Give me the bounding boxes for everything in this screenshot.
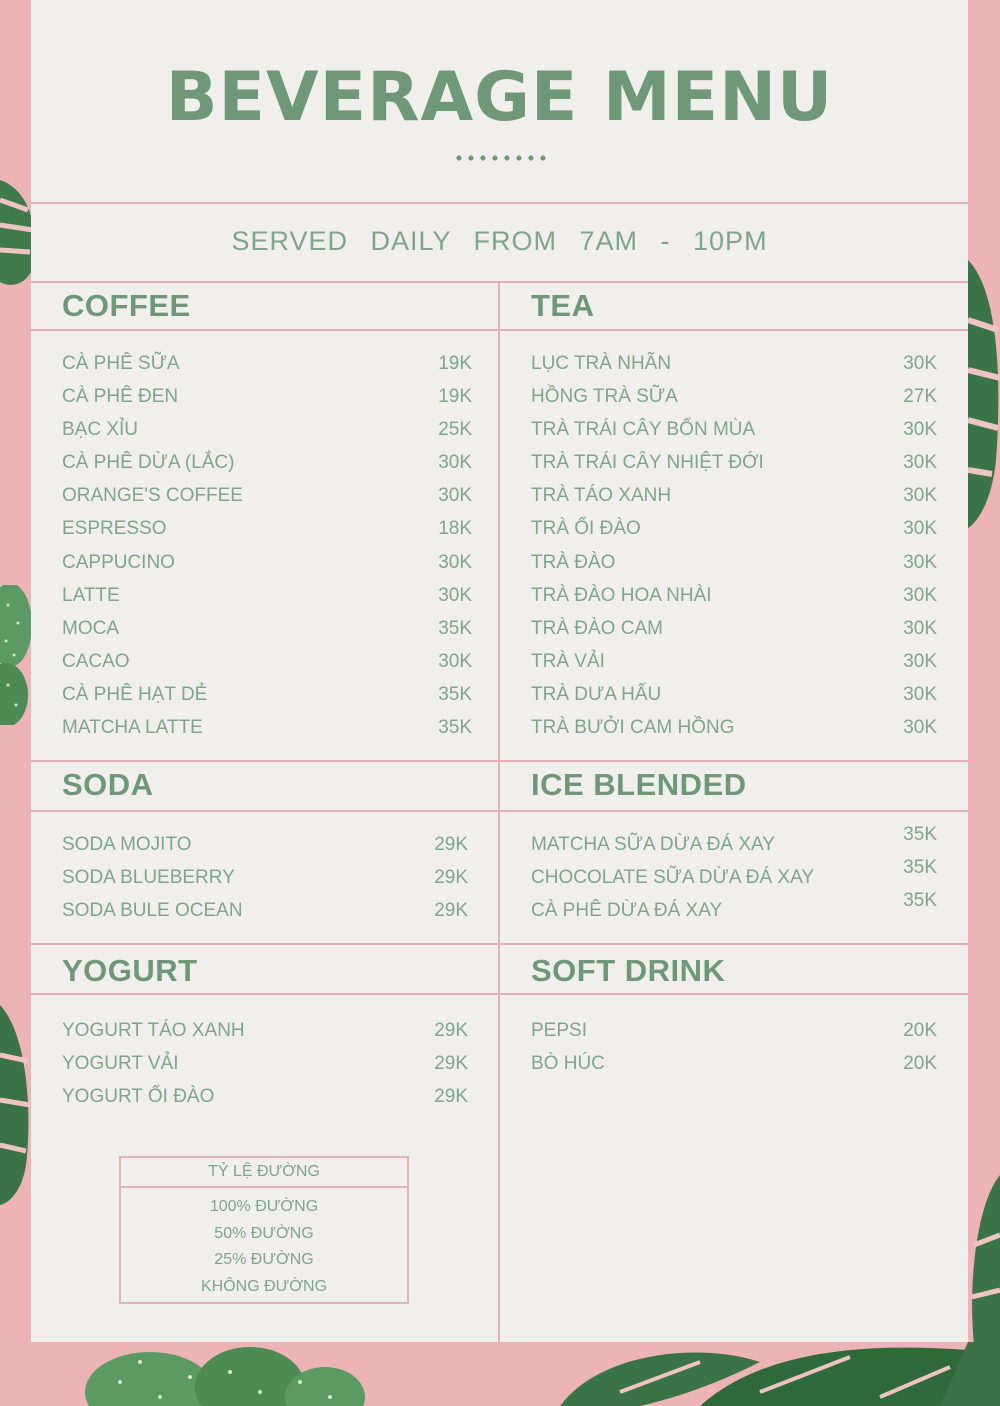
monstera-leaf-right-upper-icon	[968, 260, 1000, 530]
sugar-level-options	[121, 1194, 407, 1300]
item-price: 30K	[903, 617, 937, 639]
menu-item	[531, 645, 937, 678]
item-price: 30K	[903, 419, 937, 441]
item-name: LỤC TRÀ NHÃN	[531, 353, 672, 374]
soda-list	[62, 828, 468, 927]
item-name: YOGURT VẢI	[62, 1053, 179, 1075]
menu-item	[62, 1047, 468, 1080]
item-name: TRÀ BƯỞI CAM HỒNG	[531, 717, 735, 739]
menu-item	[62, 1014, 468, 1047]
menu-item	[62, 413, 472, 446]
sugar-option: 25% ĐƯỜNG	[214, 1251, 314, 1268]
menu-item	[62, 1080, 468, 1113]
item-name: TRÀ ĐÀO HOA NHÀI	[531, 584, 712, 606]
menu-item	[62, 479, 472, 512]
section-title-soda: SODA	[62, 767, 154, 802]
item-name: TRÀ TRÁI CÂY BỐN MÙA	[531, 419, 756, 441]
sugar-level-title: TỶ LỆ ĐƯỜNG	[121, 1158, 407, 1188]
item-price: 25K	[438, 419, 472, 441]
section-title-tea: TEA	[531, 288, 595, 323]
coffee-list	[62, 347, 472, 744]
menu-item	[62, 861, 468, 894]
item-name: PEPSI	[531, 1020, 587, 1041]
menu-item	[531, 711, 937, 744]
item-price: 29K	[434, 1020, 468, 1041]
item-name: ESPRESSO	[62, 518, 167, 540]
sugar-option: KHÔNG ĐƯỜNG	[200, 1277, 328, 1295]
item-name: CHOCOLATE SỮA DỪA ĐÁ XAY	[531, 867, 815, 889]
menu-item	[531, 894, 851, 927]
item-price: 35K	[903, 890, 937, 912]
menu-item	[531, 546, 937, 579]
soft-drink-list	[531, 1014, 937, 1080]
item-name: SODA BLUEBERRY	[62, 867, 235, 889]
item-name: TRÀ ĐÀO	[531, 551, 616, 573]
sugar-level-box	[119, 1156, 409, 1304]
item-name: MATCHA SỮA DỪA ĐÁ XAY	[531, 834, 775, 855]
item-name: CACAO	[62, 650, 130, 672]
item-price: 29K	[434, 867, 468, 889]
item-price: 35K	[438, 683, 472, 705]
menu-item	[531, 678, 937, 711]
sugar-option: 100% ĐƯỜNG	[209, 1198, 319, 1215]
item-price: 29K	[434, 834, 468, 855]
item-name: TRÀ ĐÀO CAM	[531, 617, 663, 639]
item-price: 29K	[434, 1086, 468, 1108]
menu-item	[62, 446, 472, 479]
item-name: CÀ PHÊ HẠT DẺ	[62, 683, 208, 705]
menu-item	[531, 446, 937, 479]
cactus-left-icon	[0, 585, 31, 725]
menu-item	[62, 347, 472, 380]
item-name: MOCA	[62, 617, 119, 639]
section-title-ice-blended: ICE BLENDED	[531, 767, 747, 802]
ice-blended-names	[531, 828, 851, 927]
item-name: HỒNG TRÀ SỮA	[531, 386, 678, 408]
item-price: 27K	[903, 386, 937, 408]
item-price: 30K	[438, 584, 472, 606]
menu-item	[62, 894, 468, 927]
item-price: 30K	[903, 683, 937, 705]
item-price: 30K	[903, 452, 937, 474]
item-price: 20K	[903, 1053, 937, 1075]
serving-hours: SERVED DAILY FROM 7AM - 10PM	[231, 226, 768, 256]
item-price: 29K	[434, 900, 468, 922]
monstera-leaf-left-lower-icon	[0, 1005, 31, 1205]
item-name: CÀ PHÊ SỮA	[62, 353, 180, 374]
menu-item	[62, 678, 472, 711]
tea-list	[531, 347, 937, 744]
menu-item	[531, 612, 937, 645]
yogurt-list	[62, 1014, 468, 1113]
leaves-bottom-icon	[0, 1342, 1000, 1406]
item-price: 35K	[438, 617, 472, 639]
item-name: TRÀ TÁO XANH	[531, 485, 672, 507]
item-price: 30K	[903, 551, 937, 573]
item-name: CÀ PHÊ ĐEN	[62, 386, 179, 408]
menu-item	[531, 1014, 937, 1047]
item-price: 30K	[438, 452, 472, 474]
item-name: YOGURT ỔI ĐÀO	[62, 1086, 215, 1108]
item-name: MATCHA LATTE	[62, 717, 203, 739]
column-divider	[498, 281, 500, 1342]
item-price: 29K	[434, 1053, 468, 1075]
menu-item	[531, 479, 937, 512]
item-price: 30K	[438, 650, 472, 672]
item-price: 18K	[438, 518, 472, 540]
menu-item	[531, 579, 937, 612]
section-title-coffee: COFFEE	[62, 288, 191, 323]
menu-item	[62, 828, 468, 861]
item-price: 30K	[903, 518, 937, 540]
divider	[31, 202, 968, 204]
menu-item	[62, 612, 472, 645]
item-name: YOGURT TÁO XANH	[62, 1020, 245, 1041]
item-price: 30K	[903, 584, 937, 606]
section-title-soft-drink: SOFT DRINK	[531, 953, 726, 988]
item-name: TRÀ VẢI	[531, 650, 605, 672]
item-name: TRÀ DƯA HẤU	[531, 683, 662, 705]
item-name: SODA BULE OCEAN	[62, 900, 243, 922]
item-name: TRÀ ỔI ĐÀO	[531, 518, 641, 540]
section-title-yogurt: YOGURT	[62, 953, 198, 988]
item-price: 20K	[903, 1020, 937, 1041]
item-price: 30K	[438, 551, 472, 573]
menu-item	[531, 380, 937, 413]
item-price: 35K	[903, 824, 937, 845]
item-price: 35K	[903, 857, 937, 879]
menu-item	[62, 380, 472, 413]
menu-item	[531, 512, 937, 545]
menu-item	[62, 546, 472, 579]
sugar-option: 50% ĐƯỜNG	[214, 1224, 314, 1242]
item-name: TRÀ TRÁI CÂY NHIỆT ĐỚI	[531, 452, 764, 474]
item-price: 35K	[438, 717, 472, 739]
menu-item	[531, 1047, 937, 1080]
item-name: CÀ PHÊ DỪA (LẮC)	[62, 452, 235, 474]
item-price: 30K	[438, 485, 472, 507]
item-name: LATTE	[62, 584, 120, 606]
menu-item	[531, 861, 851, 894]
menu-item	[531, 828, 851, 861]
menu-item	[62, 512, 472, 545]
menu-title: BEVERAGE MENU	[165, 58, 834, 137]
menu-item	[62, 645, 472, 678]
menu-item	[62, 579, 472, 612]
ice-blended-prices	[881, 818, 937, 917]
item-name: ORANGE'S COFFEE	[62, 485, 243, 507]
item-name: BÒ HÚC	[531, 1053, 605, 1075]
menu-item	[531, 413, 937, 446]
item-price: 30K	[903, 485, 937, 507]
item-price: 30K	[903, 650, 937, 672]
item-price: 19K	[438, 386, 472, 408]
menu-card	[31, 0, 968, 1342]
item-price: 30K	[903, 717, 937, 739]
item-name: CÀ PHÊ DỪA ĐÁ XAY	[531, 900, 723, 922]
menu-item	[62, 711, 472, 744]
item-name: BẠC XỈU	[62, 419, 139, 441]
item-price: 19K	[438, 353, 472, 374]
item-price: 30K	[903, 353, 937, 374]
item-name: CAPPUCINO	[62, 551, 175, 573]
menu-item	[531, 347, 937, 380]
item-name: SODA MOJITO	[62, 834, 192, 855]
title-dotted-divider	[453, 155, 549, 161]
